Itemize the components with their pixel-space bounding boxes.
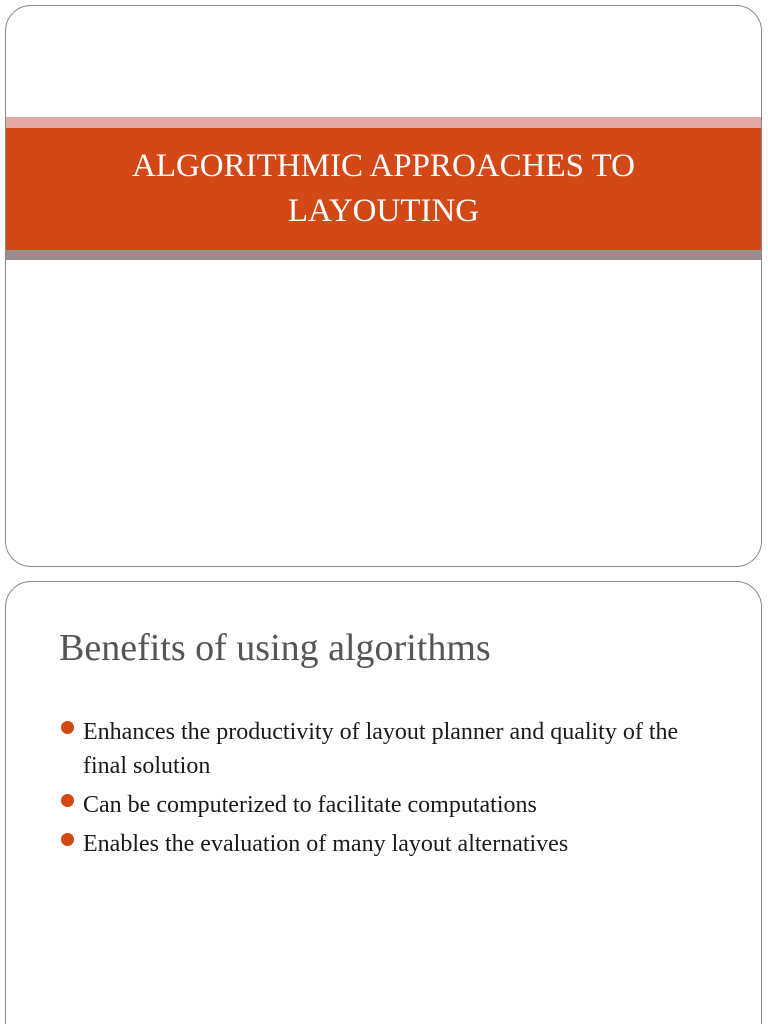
- content-slide: [5, 581, 762, 1024]
- bullet-item: [59, 827, 709, 861]
- bullet-dot-icon: [61, 833, 74, 846]
- bullet-item: [59, 788, 709, 822]
- bullet-text: Enhances the productivity of layout planner and quality of the final solution: [83, 719, 679, 779]
- title-band-main: [6, 128, 761, 250]
- title-band-bottom-stripe: [6, 250, 761, 260]
- slide-title: ALGORITHMIC APPROACHES TO LAYOUTING: [131, 148, 636, 229]
- bullet-item: [59, 715, 709, 783]
- bullet-dot-icon: [61, 794, 74, 807]
- title-slide: [5, 5, 762, 567]
- title-band: [6, 117, 761, 260]
- bullet-dot-icon: [61, 721, 74, 734]
- content-slide-title: Benefits of using algorithms: [59, 627, 491, 669]
- bullet-text: Can be computerized to facilitate computations: [83, 792, 537, 818]
- title-band-top-stripe: [6, 117, 761, 128]
- bullet-list: [59, 715, 709, 866]
- bullet-text: Enables the evaluation of many layout alternatives: [83, 831, 569, 857]
